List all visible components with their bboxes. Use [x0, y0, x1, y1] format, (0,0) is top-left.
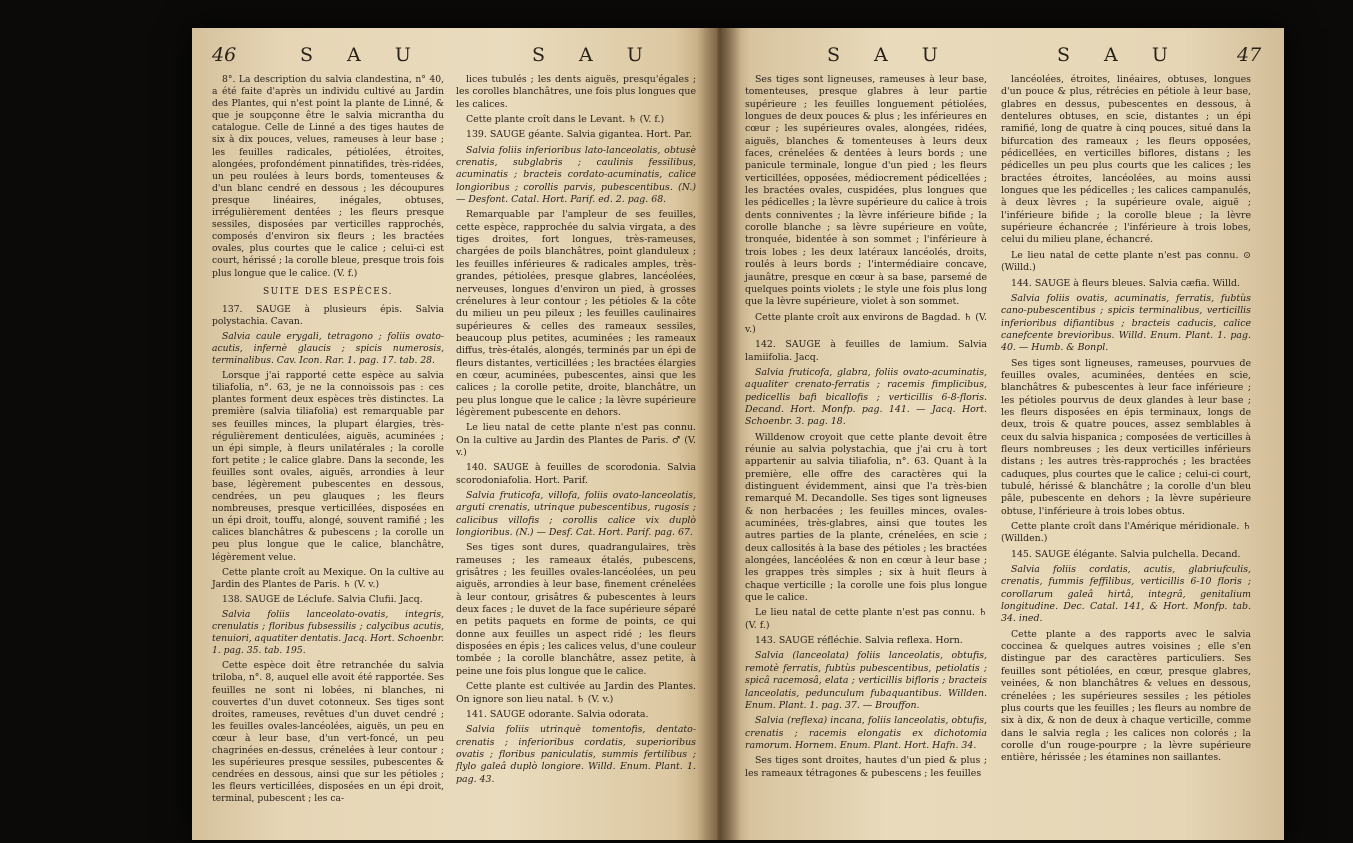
text-paragraph: Cette espèce doit être retranchée du salvia triloba, n°. 8, auquel elle avoit été rapportée. Ses feuilles ne sont ni lobées, ni blanches, ni couvertes d'un duvet cotonneux. Ses tiges sont droites, rameuses, revêtues d'un duvet cendré ; les feuilles ovales-lancéolées, aiguës, un peu en cœur à leur base, d'un vert-foncé, un peu chagrinées en-dessus, crénelées à leur contour ; les supérieures presque sessiles, pubescentes & cendrées en dessous, ainsi que sur les pétioles ; les fleurs verticillées, disposées en un épi droit, terminal, pubescent ; les ca-: [212, 660, 444, 805]
text-paragraph: 143. SAUGE réfléchie. Salvia reflexa. Horn.: [755, 635, 963, 647]
text-paragraph: 138. SAUGE de Léclufe. Salvia Clufii. Jacq.: [222, 593, 423, 605]
text-paragraph: Ses tiges sont ligneuses, rameuses, pourvues de feuilles ovales, acuminées, dentées en scie, blanchâtres & pubescentes à leur face inférieure ; les pétioles pourvus de deux glandes à leur base ; les fleurs disposées en épis terminaux, longs de deux, trois & quatre pouces, assez semblables à ceux du salvia hispanica ; composées de verticilles à fleurs nombreuses ; les deux verticilles inférieurs distans ; les autres très-rapprochés ; les bractées caduques, plus courtes que le calice ; celui-ci court, tubulé, hérissé & blanchâtre ; la corolle d'un bleu pâle, pubescente en dehors ; la lèvre supérieure obtuse, l'inférieure à trois lobes obtus.: [1001, 357, 1251, 517]
text-paragraph: Ses tiges sont droites, hautes d'un pied & plus ; les rameaux tétragones & pubescens ; les feuilles: [745, 755, 987, 779]
latin-diagnosis: Salvia foliis ovatis, acuminatis, ferratis, fubtùs cano-pubescentibus ; spicis terminalibus, verticillis inferioribus difiantibus ; bracteis caducis, calice canefcente breviorìbus. Willd. Enum. Plant. 1. pag. 40. — Humb. & Bonpl.: [1001, 292, 1251, 354]
running-head-left-b: S A U: [532, 44, 657, 66]
latin-diagnosis: Salvia (reflexa) incana, foliis lanceolatis, obtufis, crenatis ; racemis elongatis ex dichotomia ramorum. Hornem. Enum. Plant. Hort. Hafn. 34.: [745, 715, 987, 751]
latin-diagnosis: Salvia fruticofa, villofa, foliis ovato-lanceolatis, arguti crenatis, utrinque pubescentibus, rugosis ; calicibus villofis ; corollis calice vix duplò longioribus. (N.) — Desf. Cat. Hort. Parif. pag. 67.: [456, 490, 696, 539]
text-paragraph: 144. SAUGE à fleurs bleues. Salvia cæfia. Willd.: [1011, 277, 1241, 289]
text-paragraph: Le lieu natal de cette plante n'est pas connu. ⊙ (Willd.): [1001, 249, 1251, 274]
latin-diagnosis: Salvia foliis inferioribus lato-lanceolatis, obtusè crenatis, subglabris ; caulinis fessilibus, acuminatis ; bracteis cordato-acuminatis, calice longioribus ; corollis parvis, pubescentibus. (N.) — Desfont. Catal. Hort. Parif. ed. 2. pag. 68.: [456, 144, 696, 206]
left-column-1: [212, 74, 444, 808]
latin-diagnosis: Salvia foliis utrinquè tomentofis, dentato-crenatis ; inferioribus cordatis, superioribus ovatis ; floribus paniculatis, summis fertilibus ; flylo galeâ duplò longiore. Willd. Enum. Plant. 1. pag. 43.: [456, 724, 696, 785]
right-column-1: [745, 74, 987, 783]
latin-diagnosis: Salvia fruticofa, glabra, foliis ovato-acuminatis, aqualiter crenato-ferratis ; racemis fimplicibus, pedicellis bafi bicallofis ; verticillis 6-8-floris. Decand. Hort. Monfp. pag. 141. — Jacq. Hort. Schoenbr. 3. pag. 18.: [745, 366, 987, 428]
text-paragraph: 141. SAUGE odorante. Salvia odorata.: [466, 708, 649, 720]
text-paragraph: Le lieu natal de cette plante n'est pas connu. On la cultive au Jardin des Plantes de Paris. ♂ (V. v.): [456, 422, 696, 458]
right-page: [717, 28, 1284, 840]
page-number-left: 46: [212, 44, 237, 66]
text-paragraph: Ses tiges sont dures, quadrangulaires, très rameuses ; les rameaux étalés, pubescens, grisâtres ; les feuilles ovales-lancéolées, un peu aiguës, arrondies à leur base, finement crénelées à leur contour, grisâtres & pubescentes à leurs deux faces ; le duvet de la face supérieure séparé en petits paquets en forme de points, ce qui donne aux feuilles un aspect ridé ; les fleurs disposées en épis ; les calices velus, d'une couleur tombée ; la corolle blanchâtre, assez petite, à peine une fois plus longue que le calice.: [456, 542, 696, 677]
text-paragraph: Lorsque j'ai rapporté cette espèce au salvia tiliafolia, n°. 63, je ne la connoissois pas : ces plantes forment deux espèces très distinctes. La première (salvia tiliafolia) est remarquable par ses feuilles minces, la plupart élargies, très-régulièrement denticulées, aiguës, acuminées ; un épi simple, à fleurs unilatérales ; la corolle fort petite ; le calice glabre. Dans la seconde, les feuilles sont ovales, aiguës, arrondies à leur base, légèrement pubescentes en dessous, cendrées, un peu glauques ; les fleurs nombreuses, presque verticillées, disposées en un épi droit, touffu, alongé, souvent ramifié ; les calices blanchâtres & pubescens ; la corolle un peu plus longue que le calice, blanchâtre, légèrement velue.: [212, 370, 444, 563]
text-paragraph: Willdenow croyoit que cette plante devoit être réunie au salvia polystachia, que j'ai cru à tort appartenir au salvia tiliafolia, n°. 63. Quant à la première, elle offre des caractères qui la distinguent évidemment, ainsi que l'a très-bien remarqué M. Decandolle. Ses tiges sont ligneuses & non herbacées ; les feuilles minces, ovales-acuminées, très-glabres, ainsi que toutes les autres parties de la plante, crénelées, en scie ; deux callosités à la base des pétioles ; les bractées alongées, lancéolées & non en cœur à leur base ; les grappes très simples ; six à huit fleurs à chaque verticille ; la corolle une fois plus longue que le calice.: [745, 431, 987, 604]
running-head-right-a: S A U: [827, 44, 952, 66]
text-paragraph: 137. SAUGE à plusieurs épis. Salvia polystachia. Cavan.: [212, 303, 444, 327]
latin-diagnosis: Salvia foliis lanceolato-ovatis, integris, crenulatis ; floribus fubsessilis ; calycibus acutis, tenuiori, aquatiter dentatis. Jacq. Hort. Schoenbr. 1. pag. 35. tab. 195.: [212, 608, 444, 657]
text-paragraph: 145. SAUGE élégante. Salvia pulchella. Decand.: [1011, 548, 1241, 560]
running-head-right-b: S A U: [1057, 44, 1182, 66]
text-paragraph: Cette plante est cultivée au Jardin des Plantes. On ignore son lieu natal. ♄ (V. v.): [456, 681, 696, 705]
section-heading: SUITE DES ESPÈCES.: [262, 286, 394, 297]
text-paragraph: Cette plante croît dans l'Amérique méridionale. ♄ (Willden.): [1001, 521, 1251, 545]
text-paragraph: Ses tiges sont ligneuses, rameuses à leur base, tomenteuses, presque glabres à leur partie supérieure ; les feuilles longuement pétiolées, longues de deux pouces & plus ; les inférieures en cœur ; les supérieures ovales, alongées, ridées, aiguës, blanches & tomenteuses à leurs deux faces, crénelées & dentées à leurs bords ; une panicule terminale, longue d'un pied ; les fleurs verticillées, opposées, médiocrement pédicellées ; les bractées ovales, cuspidées, plus longues que les pédicelles ; la lèvre supérieure du calice à trois dents conniventes ; la lèvre inférieure bifide ; la corolle blanche ; sa lèvre supérieure en voûte, tronquée, bidentée à son sommet ; l'inférieure à trois lobes ; les deux latéraux lancéolés, droits, roulés à leurs bords ; l'intermédiaire concave, jaunâtre, presque en cœur à sa base, parsemé de quelques points violets ; le style une fois plus long que la lèvre supérieure, violet à son sommet.: [745, 74, 987, 308]
text-paragraph: Cette plante croît dans le Levant. ♄ (V. f.): [466, 114, 665, 126]
text-paragraph: 142. SAUGE à feuilles de lamium. Salvia lamiifolia. Jacq.: [745, 339, 987, 363]
left-column-2: [456, 74, 696, 789]
page-number-right: 47: [1237, 44, 1262, 66]
text-paragraph: Cette plante a des rapports avec le salvia coccinea & quelques autres voisines ; elle s'en distingue par des caractères particuliers. Ses feuilles sont pétiolées, en cœur, presque glabres, veinées, & non blanchâtres & velues en dessous, crénelées ; les supérieures sessiles ; les pétioles plus courts que les feuilles ; les fleurs au nombre de six à dix, & non de deux à chaque verticille, comme dans le salvia regla ; les calices non colorés ; la corolle d'un rouge-pourpre ; la lèvre supérieure entière, hérissée ; les étamines non saillantes.: [1001, 628, 1251, 764]
latin-diagnosis: Salvia foliis cordatis, acutis, glabriufculis, crenatis, fummis feffilibus, verticillis 6-10 floris ; corollarum galeâ hirtâ, integrâ, genitalium longitudine. Dec. Catal. 141, & Hort. Monfp. tab. 34. ined.: [1001, 564, 1251, 625]
text-paragraph: 140. SAUGE à feuilles de scorodonia. Salvia scorodoniafolia. Hort. Parif.: [456, 462, 696, 486]
text-paragraph: Cette plante croît au Mexique. On la cultive au Jardin des Plantes de Paris. ♄ (V. v.): [212, 566, 444, 590]
latin-diagnosis: Salvia caule erygali, tetragono ; foliis ovato-acutis, infernè glaucis ; spicis numerosis, terminalibus. Cav. Icon. Rar. 1. pag. 17. tab. 28.: [212, 330, 444, 367]
running-head-left-a: S A U: [300, 44, 425, 66]
text-paragraph: 139. SAUGE géante. Salvia gigantea. Hort. Par.: [466, 129, 693, 141]
text-paragraph: Le lieu natal de cette plante n'est pas connu. ♄ (V. f.): [745, 607, 987, 631]
text-paragraph: lices tubulés ; les dents aiguës, presqu'égales ; les corolles blanchâtres, une fois plus longues que les calices.: [456, 74, 696, 110]
left-header: [192, 44, 717, 72]
text-paragraph: Remarquable par l'ampleur de ses feuilles, cette espèce, rapprochée du salvia virgata, a des tiges droites, fort longues, très-rameuses, chargées de poils blanchâtres, point glanduleux ; les feuilles inférieures & radicales amples, très-grandes, pétiolées, presque glabres, lancéolées, nerveuses, longues d'environ un pied, à grosses crénelures à leur contour ; les pétioles & la côte du milieu un peu pileux ; les feuilles caulinaires supérieures & celles des rameaux sessiles, beaucoup plus petites, acuminées ; les rameaux diffus, très-étalés, alongés, terminés par un épi de fleurs distantes, verticillées ; les bractées élargies en cœur, acuminées, pubescentes, ainsi que les calices ; la corolle petite, droite, blanchâtre, un peu plus longue que le calice ; la lèvre supérieure légèrement pubescente en dehors.: [456, 209, 696, 418]
right-column-2: [1001, 74, 1251, 768]
latin-diagnosis: Salvia (lanceolata) foliis lanceolatis, obtufis, remotè ferratis, fubtùs pubescentibus, petiolatis ; spicâ racemosâ, elata ; verticillis bifloris ; bracteis lanceolatis, pedunculum fubaquantibus. Willden. Enum. Plant. 1. pag. 37. — Brouffon.: [745, 650, 987, 711]
left-page: [192, 28, 717, 840]
text-paragraph: lancéolées, étroites, linéaires, obtuses, longues d'un pouce & plus, rétrécies en pétiole à leur base, glabres en dessus, pubescentes en dessous, à dentelures obtuses, en scie, distantes ; un épi ramifié, long de quatre à cinq pouces, situé dans la bifurcation des rameaux ; les fleurs opposées, pédicellées, en verticilles biflores, distans ; les pédicelles un peu plus courts que les calices ; les bractées étroites, lancéolées, au moins aussi longues que les pédicelles ; les calices campanulés, à deux lèvres ; la supérieure ovale, aiguë ; l'inférieure bifide ; la corolle bleue ; la lèvre supérieure échancrée ; l'inférieure à trois lobes, celui du milieu plane, échancré.: [1001, 74, 1251, 246]
text-paragraph: 8°. La description du salvia clandestina, n° 40, a été faite d'après un individu cultivé au Jardin des Plantes, qui n'est point la plante de Linné, & que je soupçonne être le salvia micrantha du catalogue. Celle de Linné a des tiges hautes de six à dix pouces, velues, rameuses à leur base ; les feuilles radicales, pétiolées, étroites, alongées, profondément pinnatifides, très-ridées, un peu roulées à leurs bords, tomenteuses & d'un blanc cendré en dessous ; les découpures presque linéaires, inégales, obtuses, irrégulièrement dentées ; les fleurs presque sessiles, disposées par verticilles rapprochés, composés d'environ six fleurs ; les bractées ovales, plus courtes que le calice ; celui-ci est court, hérissé ; la corolle bleue, presque trois fois plus longue que le calice. (V. f.): [212, 74, 444, 279]
text-paragraph: Cette plante croît aux environs de Bagdad. ♄ (V. v.): [745, 311, 987, 335]
right-header: [717, 44, 1284, 72]
open-book: [192, 28, 1284, 840]
